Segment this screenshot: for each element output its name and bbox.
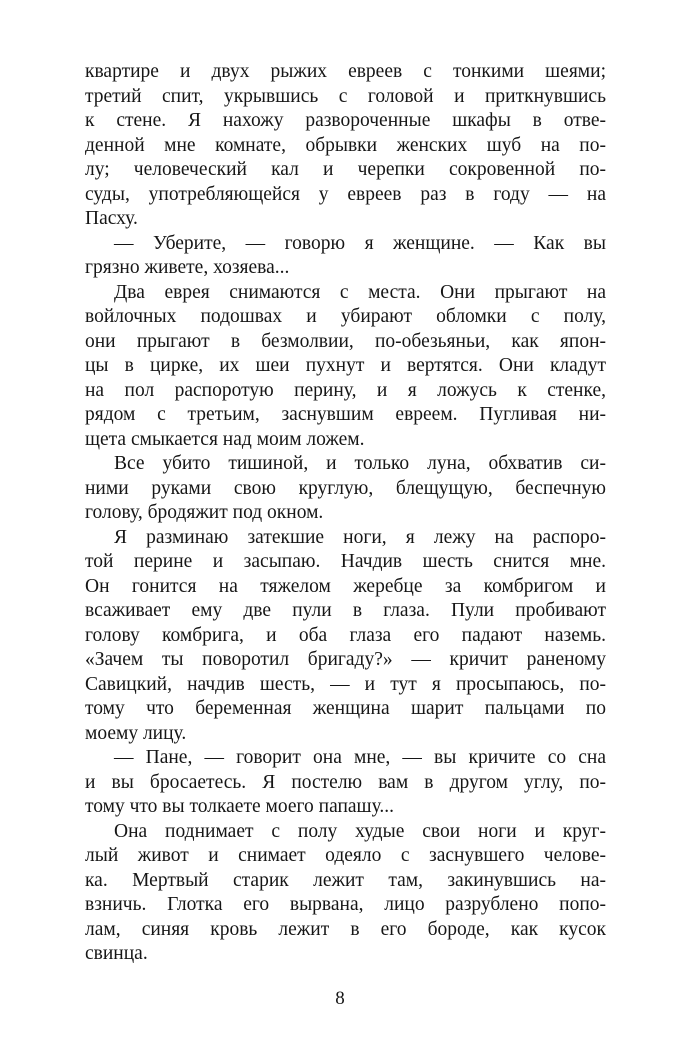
text-line: тому что беременная женщина шарит пальцами по — [85, 698, 606, 719]
text-line: они прыгают в безмолвии, по-обезьяньи, как япон- — [85, 330, 606, 352]
text-line: — Пане, — говорит она мне, — вы кричите со сна — [114, 747, 606, 768]
text-line: щета смыкается над моим ложем. — [85, 428, 365, 450]
text-line: ними руками свою круглую, блещущую, беспечную — [85, 477, 606, 499]
text-line: — Уберите, — говорю я женщине. — Как вы — [114, 232, 606, 254]
text-line: лу; человеческий кал и черепки сокровенной по- — [85, 159, 606, 180]
text-line: Савицкий, начдив шесть, — и тут я просыпаюсь, по- — [85, 673, 606, 695]
text-line: денной мне комнате, обрывки женских шуб на по- — [85, 134, 606, 156]
text-line: грязно живете, хозяева... — [85, 257, 290, 278]
text-line: «Зачем ты поворотил бригаду?» — кричит раненому — [85, 649, 606, 670]
text-line: лам, синяя кровь лежит в его бороде, как кусок — [85, 918, 606, 940]
text-line: взничь. Глотка его вырвана, лицо разрублено попо- — [85, 894, 606, 915]
text-line: всаживает ему две пули в глаза. Пули пробивают — [85, 600, 606, 621]
text-line: к стене. Я нахожу развороченные шкафы в отве- — [85, 110, 606, 131]
page-text — [85, 60, 606, 967]
text-line: голову, бродяжит под окном. — [85, 502, 324, 523]
text-line: квартире и двух рыжих евреев с тонкими шеями; — [85, 61, 606, 82]
text-line: третий спит, укрывшись с головой и приткнувшись — [85, 85, 606, 107]
text-line: и вы бросаетесь. Я постелю вам в другом углу, по- — [85, 771, 606, 793]
text-line: моему лицу. — [85, 722, 187, 744]
text-line: ка. Мертвый старик лежит там, закинувшись на- — [85, 869, 606, 891]
text-line: Все убито тишиной, и только луна, обхватив си- — [114, 453, 606, 474]
text-line: свинца. — [85, 943, 148, 964]
page-number: 8 — [335, 988, 345, 1009]
text-line: лый живот и снимает одеяло с заснувшего челове- — [85, 845, 606, 866]
text-line: войлочных подошвах и убирают обломки с полу, — [85, 306, 606, 327]
text-line: голову комбрига, и оба глаза его падают наземь. — [85, 624, 606, 646]
text-line: Два еврея снимаются с места. Они прыгают на — [114, 281, 606, 303]
text-line: рядом с третьим, заснувшим евреем. Пугливая ни- — [85, 404, 606, 425]
text-line: той перине и засыпаю. Начдив шесть снится мне. — [85, 551, 606, 572]
text-line: цы в цирке, их шеи пухнут и вертятся. Они кладут — [85, 355, 606, 376]
text-line: суды, употребляющейся у евреев раз в году — на — [85, 183, 606, 205]
text-line: на пол распоротую перину, и я ложусь к стенке, — [85, 379, 606, 401]
text-line: Я разминаю затекшие ноги, я лежу на распоро- — [114, 526, 606, 548]
text-line: Пасху. — [85, 208, 138, 229]
text-line: Она поднимает с полу худые свои ноги и круг- — [114, 820, 606, 842]
text-line: тому что вы толкаете моего папашу... — [85, 796, 395, 817]
text-line: Он гонится на тяжелом жеребце за комбригом и — [85, 575, 606, 597]
